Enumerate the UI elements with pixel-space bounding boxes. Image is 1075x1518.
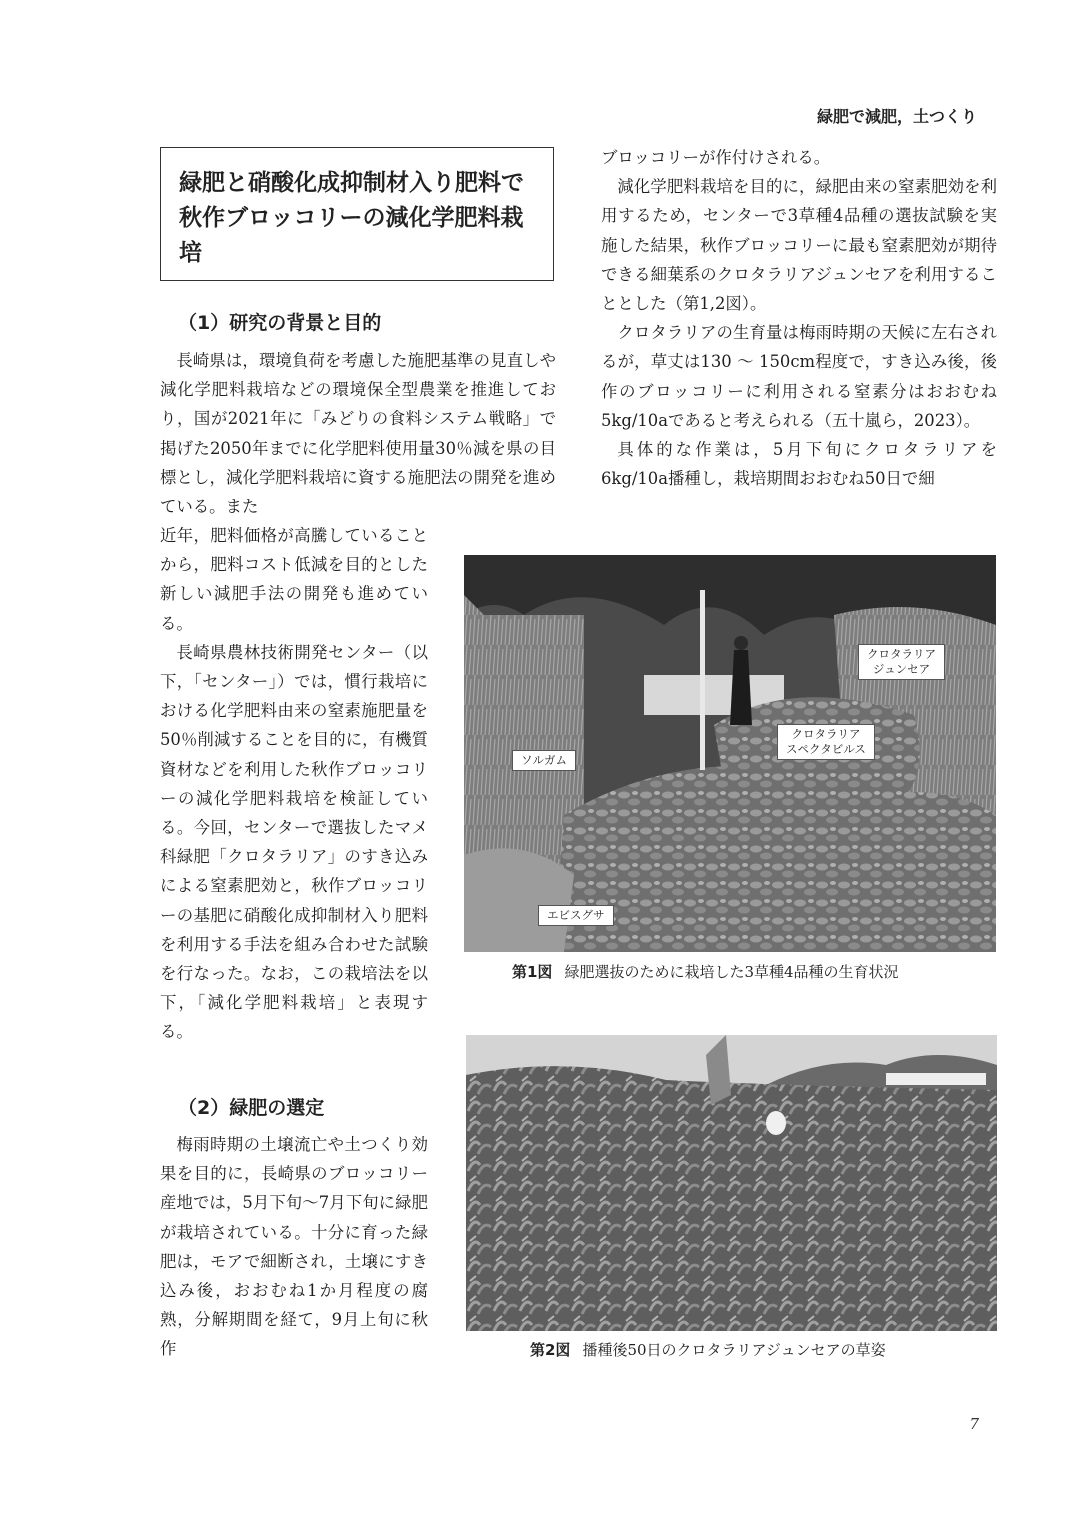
section1-wide-text (160, 346, 556, 521)
figure2-caption-text: 播種後50日のクロタラリアジュンセアの草姿 (582, 1341, 886, 1359)
figure1-photo (464, 555, 996, 952)
paragraph: 具体的な作業は，5月下旬にクロタラリアを6kg/10a播種し，栽培期間おおむね50日で細 (601, 440, 997, 489)
paragraph: 近年，肥料価格が高騰していることから，肥料コスト低減を目的とした新しい減肥手法の開発も進めている。 (160, 526, 428, 633)
figure1-caption (512, 961, 899, 982)
article-title-box (160, 147, 554, 281)
figure1-caption-text: 緑肥選抜のために栽培した3草種4品種の生育状況 (564, 963, 899, 981)
label-crotalaria-juncea: クロタラリア ジュンセア (858, 644, 945, 680)
figure2-number: 第2図 (530, 1341, 571, 1359)
right-column-text (601, 143, 997, 493)
figure2-photo (466, 1035, 997, 1331)
paragraph: 梅雨時期の土壌流亡や土つくり効果を目的に，長崎県のブロッコリー産地では，5月下旬〜7月下旬に緑肥が栽培されている。十分に育った緑肥は，モアで細断され，土壌にすき込み後，おおむね1か月程度の腐熟，分解期間を経て，9月上旬に秋作 (160, 1135, 428, 1359)
paragraph: クロタラリアの生育量は梅雨時期の天候に左右されるが，草丈は130 〜 150cm程度で，すき込み後，後作のブロッコリーに利用される窒素分はおおむね5kg/10aであると考えられる（五十嵐ら，2023）。 (601, 323, 997, 430)
section1-narrow-text (160, 521, 428, 1047)
page-number: 7 (969, 1415, 979, 1433)
paragraph: 減化学肥料栽培を目的に，緑肥由来の窒素肥効を利用するため，センターで3草種4品種の選抜試験を実施した結果，秋作ブロッコリーに最も窒素肥効が期待できる細葉系のクロタラリアジュンセアを利用することとした（第1,2図）。 (601, 177, 997, 314)
section2-text (160, 1130, 428, 1364)
figure2-photo-illustration (466, 1035, 997, 1331)
article-title: 緑肥と硝酸化成抑制材入り肥料で秋作ブロッコリーの減化学肥料栽培 (179, 170, 524, 266)
paragraph: 長崎県農林技術開発センター（以下，「センター」）では，慣行栽培における化学肥料由来の窒素施肥量を50％削減することを目的に，有機質資材などを利用した秋作ブロッコリーの減化学肥料栽培を検証している。今回，センターで選抜したマメ科緑肥「クロタラリア」のすき込みによる窒素肥効と，秋作ブロッコリーの基肥に硝酸化成抑制材入り肥料を利用する手法を組み合わせた試験を行なった。なお，この栽培法を以下，「減化学肥料栽培」と表現する。 (160, 642, 428, 1042)
section2-heading: （2）緑肥の選定 (178, 1097, 325, 1119)
figure2-caption (530, 1339, 886, 1360)
figure1-number: 第1図 (512, 963, 553, 981)
paragraph: 長崎県は，環境負荷を考慮した施肥基準の見直しや減化学肥料栽培などの環境保全型農業を推進しており，国が2021年に「みどりの食料システム戦略」で掲げた2050年までに化学肥料使用量30％減を県の目標とし，減化学肥料栽培に資する施肥法の開発を進めている。また (160, 351, 556, 517)
label-ebisugusa: エビスグサ (538, 905, 614, 926)
running-header: 緑肥で減肥，土つくり (816, 107, 977, 126)
label-crotalaria-spectabilis: クロタラリア スペクタビルス (777, 724, 875, 760)
section1-heading: （1）研究の背景と目的 (178, 312, 382, 334)
paragraph: ブロッコリーが作付けされる。 (601, 148, 831, 167)
label-sorghum: ソルガム (512, 750, 576, 771)
